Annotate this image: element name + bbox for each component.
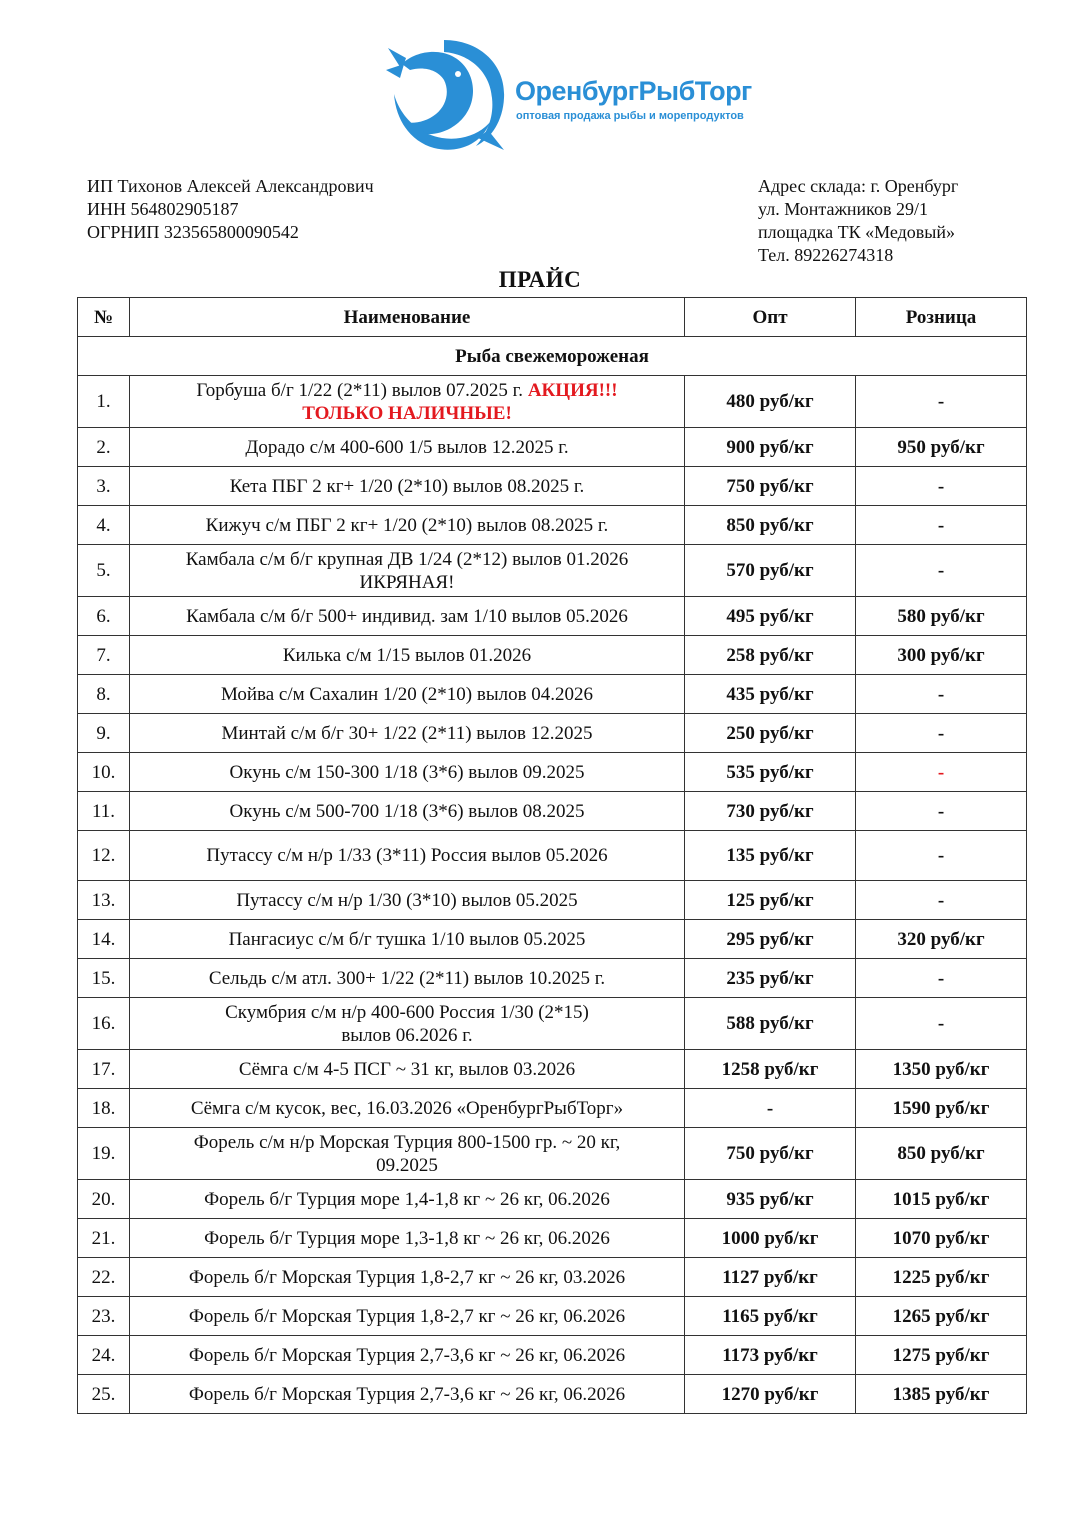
table-header-row — [78, 298, 1027, 337]
product-name: Пангасиус с/м б/г тушка 1/10 вылов 05.2025 — [228, 928, 586, 950]
brand-tagline: оптовая продажа рыбы и морепродуктов — [516, 110, 744, 122]
row-number: 16. — [78, 998, 130, 1050]
table-row — [78, 376, 1027, 428]
retail-price: - — [856, 881, 1027, 920]
retail-price: 320 руб/кг — [856, 920, 1027, 959]
product-name-cell — [130, 998, 685, 1050]
product-name: Скумбрия с/м н/р 400-600 Россия 1/30 (2*15) — [225, 1001, 589, 1023]
product-name-cell — [130, 545, 685, 597]
retail-price: 580 руб/кг — [856, 597, 1027, 636]
wholesale-price: 588 руб/кг — [685, 998, 856, 1050]
wholesale-price: 495 руб/кг — [685, 597, 856, 636]
product-name-cell — [130, 1336, 685, 1375]
retail-price: 1070 руб/кг — [856, 1219, 1027, 1258]
product-name-cell — [130, 675, 685, 714]
row-number: 5. — [78, 545, 130, 597]
row-number: 3. — [78, 467, 130, 506]
wholesale-price: 1165 руб/кг — [685, 1297, 856, 1336]
retail-price: 1015 руб/кг — [856, 1180, 1027, 1219]
wholesale-price: 135 руб/кг — [685, 831, 856, 881]
product-name-cell — [130, 376, 685, 428]
wholesale-price: 125 руб/кг — [685, 881, 856, 920]
table-row — [78, 506, 1027, 545]
retail-price: - — [856, 998, 1027, 1050]
product-name-cell — [130, 428, 685, 467]
row-number: 21. — [78, 1219, 130, 1258]
product-name-line2: ИКРЯНАЯ! — [359, 571, 455, 593]
product-name: Форель с/м н/р Морская Турция 800-1500 гр. ~ 20 кг, — [193, 1131, 621, 1153]
table-row — [78, 998, 1027, 1050]
product-name-cell — [130, 1089, 685, 1128]
wholesale-price: 1173 руб/кг — [685, 1336, 856, 1375]
product-name: Путассу с/м н/р 1/30 (3*10) вылов 05.2025 — [236, 889, 578, 911]
table-row — [78, 636, 1027, 675]
wholesale-price: 730 руб/кг — [685, 792, 856, 831]
seller-inn: ИНН 564802905187 — [87, 199, 239, 219]
wholesale-price: 850 руб/кг — [685, 506, 856, 545]
table-row — [78, 714, 1027, 753]
header-num: № — [78, 298, 130, 337]
retail-price: 1225 руб/кг — [856, 1258, 1027, 1297]
promo-cash-only: ТОЛЬКО НАЛИЧНЫЕ! — [302, 402, 512, 424]
header-retail: Розница — [856, 298, 1027, 337]
retail-price: - — [856, 506, 1027, 545]
retail-price: 850 руб/кг — [856, 1128, 1027, 1180]
retail-price: 950 руб/кг — [856, 428, 1027, 467]
retail-price: - — [856, 792, 1027, 831]
row-number: 8. — [78, 675, 130, 714]
retail-price: 1275 руб/кг — [856, 1336, 1027, 1375]
wholesale-price: - — [685, 1089, 856, 1128]
product-name: Сельдь с/м атл. 300+ 1/22 (2*11) вылов 10.2025 г. — [208, 967, 606, 989]
table-row — [78, 675, 1027, 714]
retail-price: - — [856, 545, 1027, 597]
wholesale-price: 250 руб/кг — [685, 714, 856, 753]
wholesale-price: 1127 руб/кг — [685, 1258, 856, 1297]
table-row — [78, 428, 1027, 467]
wholesale-price: 750 руб/кг — [685, 467, 856, 506]
product-name-cell — [130, 636, 685, 675]
row-number: 15. — [78, 959, 130, 998]
seller-name: ИП Тихонов Алексей Александрович — [87, 176, 374, 196]
product-name-cell — [130, 792, 685, 831]
product-name-cell — [130, 920, 685, 959]
product-name-cell — [130, 597, 685, 636]
retail-price: - — [856, 467, 1027, 506]
product-name-cell — [130, 1180, 685, 1219]
retail-price: 1385 руб/кг — [856, 1375, 1027, 1414]
row-number: 12. — [78, 831, 130, 881]
row-number: 2. — [78, 428, 130, 467]
warehouse-site: площадка ТК «Медовый» — [758, 222, 955, 242]
product-name-cell — [130, 831, 685, 881]
table-row — [78, 467, 1027, 506]
row-number: 20. — [78, 1180, 130, 1219]
product-name-cell — [130, 959, 685, 998]
table-row — [78, 959, 1027, 998]
table-row — [78, 831, 1027, 881]
table-row — [78, 1258, 1027, 1297]
retail-price: - — [856, 753, 1027, 792]
table-row — [78, 1375, 1027, 1414]
product-name: Окунь с/м 500-700 1/18 (3*6) вылов 08.2025 — [229, 800, 585, 822]
table-row — [78, 881, 1027, 920]
product-name-cell — [130, 506, 685, 545]
table-row — [78, 1180, 1027, 1219]
product-name: Окунь с/м 150-300 1/18 (3*6) вылов 09.2025 — [229, 761, 585, 783]
product-name: Камбала с/м б/г 500+ индивид. зам 1/10 вылов 05.2026 — [186, 605, 628, 627]
row-number: 18. — [78, 1089, 130, 1128]
product-name-cell — [130, 467, 685, 506]
product-name: Форель б/г Морская Турция 1,8-2,7 кг ~ 26 кг, 06.2026 — [188, 1305, 626, 1327]
table-row — [78, 597, 1027, 636]
product-name: Форель б/г Турция море 1,3-1,8 кг ~ 26 кг, 06.2026 — [204, 1227, 610, 1249]
section-row — [78, 337, 1027, 376]
retail-price: - — [856, 831, 1027, 881]
product-name: Мойва с/м Сахалин 1/20 (2*10) вылов 04.2026 — [220, 683, 594, 705]
company-logo — [384, 34, 752, 154]
retail-price: - — [856, 714, 1027, 753]
product-name-cell — [130, 1375, 685, 1414]
product-name-cell — [130, 1050, 685, 1089]
row-number: 11. — [78, 792, 130, 831]
product-name-cell — [130, 1219, 685, 1258]
table-row — [78, 1297, 1027, 1336]
product-name-cell — [130, 1258, 685, 1297]
table-row — [78, 1128, 1027, 1180]
table-row — [78, 545, 1027, 597]
wholesale-price: 258 руб/кг — [685, 636, 856, 675]
product-name: Горбуша б/г 1/22 (2*11) вылов 07.2025 г. — [196, 379, 524, 401]
row-number: 14. — [78, 920, 130, 959]
wholesale-price: 235 руб/кг — [685, 959, 856, 998]
warehouse-info — [758, 175, 958, 267]
table-row — [78, 753, 1027, 792]
product-name-cell — [130, 1297, 685, 1336]
table-row — [78, 1050, 1027, 1089]
row-number: 19. — [78, 1128, 130, 1180]
seller-ogrnip: ОГРНИП 323565800090542 — [87, 222, 299, 242]
product-name-line2: вылов 06.2026 г. — [341, 1024, 473, 1046]
row-number: 1. — [78, 376, 130, 428]
row-number: 10. — [78, 753, 130, 792]
product-name-cell — [130, 1128, 685, 1180]
product-name: Минтай с/м б/г 30+ 1/22 (2*11) вылов 12.2025 — [221, 722, 593, 744]
product-name: Камбала с/м б/г крупная ДВ 1/24 (2*12) вылов 01.2026 — [185, 548, 629, 570]
price-table — [77, 297, 1027, 1414]
header-name: Наименование — [130, 298, 685, 337]
retail-price: - — [856, 959, 1027, 998]
row-number: 23. — [78, 1297, 130, 1336]
table-row — [78, 792, 1027, 831]
warehouse-street: ул. Монтажников 29/1 — [758, 199, 928, 219]
product-name: Форель б/г Морская Турция 2,7-3,6 кг ~ 26 кг, 06.2026 — [188, 1344, 626, 1366]
product-name: Сёмга с/м кусок, вес, 16.03.2026 «ОренбургРыбТорг» — [190, 1097, 624, 1119]
retail-price: 1265 руб/кг — [856, 1297, 1027, 1336]
table-row — [78, 920, 1027, 959]
product-name: Сёмга с/м 4-5 ПСГ ~ 31 кг, вылов 03.2026 — [238, 1058, 576, 1080]
product-name: Путассу с/м н/р 1/33 (3*11) Россия вылов 05.2026 — [206, 845, 608, 866]
promo-label: АКЦИЯ!!! — [527, 379, 618, 401]
seller-info — [87, 175, 374, 244]
retail-price: - — [856, 376, 1027, 428]
product-name: Дорадо с/м 400-600 1/5 вылов 12.2025 г. — [245, 436, 569, 458]
row-number: 6. — [78, 597, 130, 636]
retail-price: 300 руб/кг — [856, 636, 1027, 675]
product-name-cell — [130, 881, 685, 920]
row-number: 24. — [78, 1336, 130, 1375]
row-number: 9. — [78, 714, 130, 753]
retail-price: 1350 руб/кг — [856, 1050, 1027, 1089]
product-name: Форель б/г Турция море 1,4-1,8 кг ~ 26 кг, 06.2026 — [204, 1188, 610, 1210]
warehouse-city: Адрес склада: г. Оренбург — [758, 176, 959, 196]
product-name: Форель б/г Морская Турция 1,8-2,7 кг ~ 26 кг, 03.2026 — [188, 1266, 626, 1288]
product-name-line2: 09.2025 — [376, 1154, 438, 1176]
wholesale-price: 570 руб/кг — [685, 545, 856, 597]
wholesale-price: 435 руб/кг — [685, 675, 856, 714]
row-number: 25. — [78, 1375, 130, 1414]
wholesale-price: 750 руб/кг — [685, 1128, 856, 1180]
product-name: Форель б/г Морская Турция 2,7-3,6 кг ~ 26 кг, 06.2026 — [188, 1383, 626, 1405]
product-name: Кижуч с/м ПБГ 2 кг+ 1/20 (2*10) вылов 08.2025 г. — [205, 514, 609, 536]
product-name: Кета ПБГ 2 кг+ 1/20 (2*10) вылов 08.2025 г. — [229, 475, 585, 497]
wholesale-price: 900 руб/кг — [685, 428, 856, 467]
retail-price: 1590 руб/кг — [856, 1089, 1027, 1128]
product-name: Килька с/м 1/15 вылов 01.2026 — [282, 644, 532, 666]
product-name-cell — [130, 714, 685, 753]
warehouse-phone: Тел. 89226274318 — [758, 245, 894, 265]
document-title: ПРАЙС — [498, 267, 582, 292]
wholesale-price: 535 руб/кг — [685, 753, 856, 792]
wholesale-price: 480 руб/кг — [685, 376, 856, 428]
header-wholesale: Опт — [685, 298, 856, 337]
wholesale-price: 935 руб/кг — [685, 1180, 856, 1219]
retail-price: - — [856, 675, 1027, 714]
fish-logo-icon — [384, 34, 510, 152]
row-number: 4. — [78, 506, 130, 545]
row-number: 13. — [78, 881, 130, 920]
wholesale-price: 1000 руб/кг — [685, 1219, 856, 1258]
wholesale-price: 295 руб/кг — [685, 920, 856, 959]
table-row — [78, 1219, 1027, 1258]
table-row — [78, 1336, 1027, 1375]
row-number: 17. — [78, 1050, 130, 1089]
section-title: Рыба свежемороженая — [78, 337, 1027, 376]
wholesale-price: 1270 руб/кг — [685, 1375, 856, 1414]
wholesale-price: 1258 руб/кг — [685, 1050, 856, 1089]
product-name-cell — [130, 753, 685, 792]
row-number: 7. — [78, 636, 130, 675]
table-row — [78, 1089, 1027, 1128]
brand-name: ОренбургРыбТорг — [515, 76, 752, 106]
row-number: 22. — [78, 1258, 130, 1297]
